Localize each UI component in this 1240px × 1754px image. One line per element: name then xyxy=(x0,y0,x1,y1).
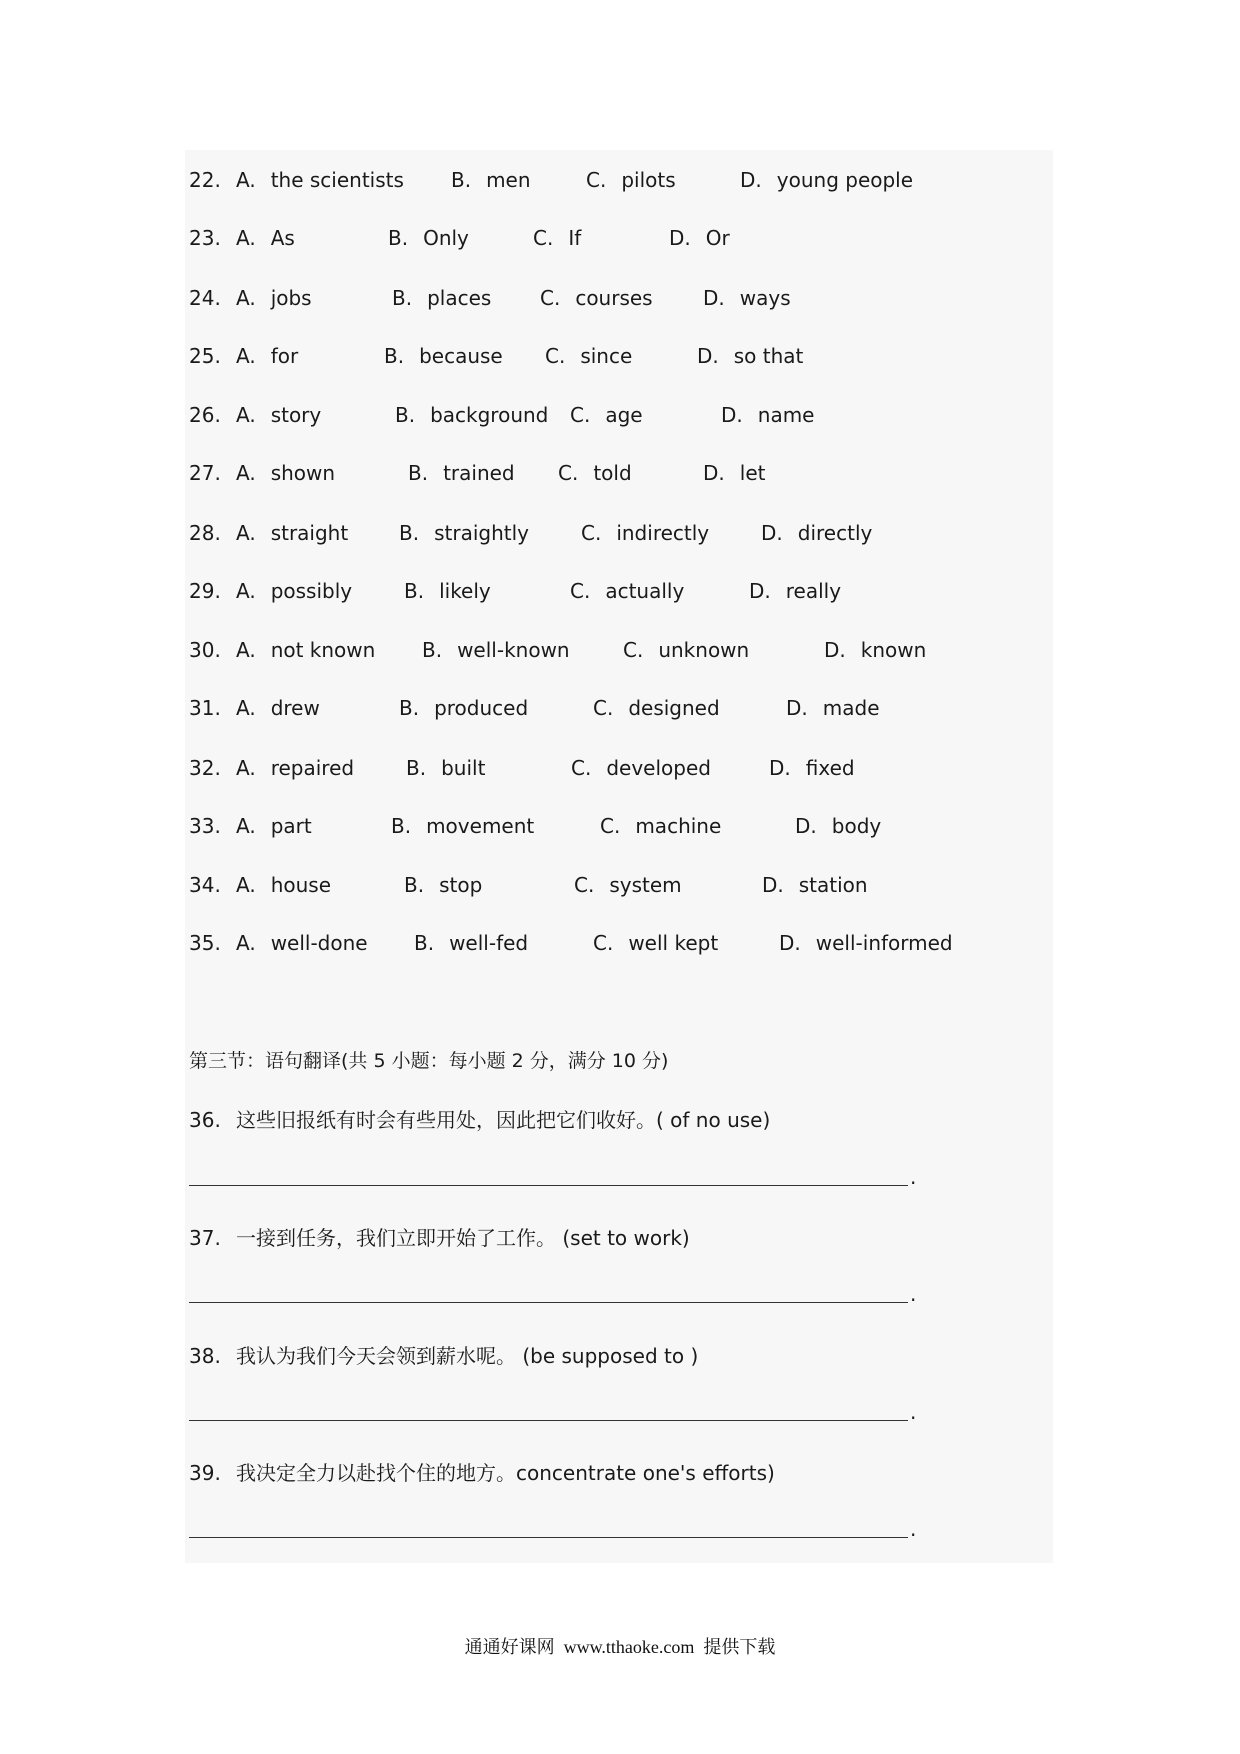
option-label: C. xyxy=(545,344,566,368)
option-label: A. xyxy=(236,814,256,838)
option-label: A. xyxy=(236,873,256,897)
translation-item xyxy=(0,1106,1240,1134)
option-text: well kept xyxy=(628,931,719,955)
option-b xyxy=(451,166,531,194)
question-row xyxy=(0,636,1240,664)
option-d xyxy=(795,812,881,840)
option-text: well-known xyxy=(457,638,570,662)
option-label: D. xyxy=(762,873,784,897)
option-c xyxy=(586,166,676,194)
option-text: developed xyxy=(606,756,711,780)
option-label: B. xyxy=(408,461,429,485)
option-label: C. xyxy=(570,579,591,603)
option-label: D. xyxy=(703,286,725,310)
option-d xyxy=(703,284,791,312)
answer-line-end: . xyxy=(910,1517,917,1541)
option-b xyxy=(399,694,528,722)
item-prompt: 这些旧报纸有时会有些用处，因此把它们收好。( of no use) xyxy=(236,1108,771,1132)
option-text: background xyxy=(430,403,549,427)
option-label: B. xyxy=(388,226,409,250)
question-row xyxy=(0,519,1240,547)
option-label: D. xyxy=(769,756,791,780)
option-a xyxy=(236,166,404,194)
option-c xyxy=(533,224,581,252)
option-text: built xyxy=(441,756,486,780)
option-text: ways xyxy=(739,286,791,310)
question-number: 27. xyxy=(189,461,221,485)
option-label: B. xyxy=(399,521,420,545)
option-b xyxy=(406,754,485,782)
option-text: made xyxy=(822,696,880,720)
option-c xyxy=(581,519,709,547)
item-prompt: 一接到任务，我们立即开始了工作。 (set to work) xyxy=(236,1226,690,1250)
option-text: stop xyxy=(439,873,483,897)
option-d xyxy=(761,519,872,547)
translation-item xyxy=(0,1342,1240,1370)
option-label: B. xyxy=(406,756,427,780)
option-text: age xyxy=(605,403,643,427)
option-text: not known xyxy=(270,638,376,662)
question-row xyxy=(0,284,1240,312)
option-text: likely xyxy=(439,579,491,603)
option-label: C. xyxy=(581,521,602,545)
option-c xyxy=(571,754,711,782)
option-text: trained xyxy=(443,461,515,485)
option-label: A. xyxy=(236,521,256,545)
option-text: produced xyxy=(434,696,529,720)
item-number: 36. xyxy=(189,1108,221,1132)
option-d xyxy=(749,577,841,605)
option-label: D. xyxy=(721,403,743,427)
option-text: known xyxy=(860,638,927,662)
option-label: D. xyxy=(824,638,846,662)
option-d xyxy=(779,929,953,957)
option-a xyxy=(236,929,368,957)
question-row xyxy=(0,224,1240,252)
option-label: A. xyxy=(236,461,256,485)
option-b xyxy=(391,812,534,840)
option-b xyxy=(399,519,529,547)
question-row xyxy=(0,577,1240,605)
option-text: name xyxy=(757,403,815,427)
option-c xyxy=(540,284,653,312)
answer-line-end: . xyxy=(910,1282,917,1306)
option-text: really xyxy=(785,579,842,603)
option-text: movement xyxy=(426,814,535,838)
option-text: story xyxy=(270,403,322,427)
option-text: places xyxy=(427,286,492,310)
option-b xyxy=(404,871,482,899)
option-text: machine xyxy=(635,814,722,838)
option-a xyxy=(236,754,354,782)
option-c xyxy=(623,636,749,664)
option-label: D. xyxy=(740,168,762,192)
option-a xyxy=(236,694,320,722)
option-d xyxy=(769,754,855,782)
option-text: house xyxy=(270,873,331,897)
question-number: 25. xyxy=(189,344,221,368)
option-b xyxy=(414,929,528,957)
option-label: A. xyxy=(236,638,256,662)
option-a xyxy=(236,284,312,312)
option-label: A. xyxy=(236,756,256,780)
question-number: 31. xyxy=(189,696,221,720)
option-d xyxy=(740,166,913,194)
option-b xyxy=(388,224,469,252)
option-label: C. xyxy=(540,286,561,310)
option-label: C. xyxy=(600,814,621,838)
option-label: D. xyxy=(703,461,725,485)
option-label: C. xyxy=(574,873,595,897)
option-text: directly xyxy=(797,521,873,545)
option-c xyxy=(600,812,721,840)
option-text: the scientists xyxy=(270,168,404,192)
option-text: jobs xyxy=(270,286,312,310)
option-a xyxy=(236,342,298,370)
option-b xyxy=(384,342,503,370)
option-label: B. xyxy=(384,344,405,368)
question-number: 35. xyxy=(189,931,221,955)
option-text: well-informed xyxy=(815,931,953,955)
option-c xyxy=(593,929,718,957)
option-label: C. xyxy=(570,403,591,427)
option-label: B. xyxy=(391,814,412,838)
option-label: A. xyxy=(236,403,256,427)
translation-item xyxy=(0,1224,1240,1252)
option-b xyxy=(392,284,491,312)
option-text: so that xyxy=(733,344,804,368)
option-b xyxy=(404,577,491,605)
option-label: C. xyxy=(593,696,614,720)
question-number: 33. xyxy=(189,814,221,838)
option-text: well-done xyxy=(270,931,368,955)
option-c xyxy=(558,459,632,487)
question-number: 34. xyxy=(189,873,221,897)
option-text: part xyxy=(270,814,312,838)
option-a xyxy=(236,812,312,840)
option-label: A. xyxy=(236,168,256,192)
option-label: D. xyxy=(669,226,691,250)
option-c xyxy=(574,871,682,899)
item-number: 37. xyxy=(189,1226,221,1250)
option-text: let xyxy=(739,461,766,485)
option-text: fixed xyxy=(805,756,855,780)
option-label: B. xyxy=(451,168,472,192)
option-text: young people xyxy=(776,168,914,192)
option-label: D. xyxy=(795,814,817,838)
question-number: 24. xyxy=(189,286,221,310)
item-number: 38. xyxy=(189,1344,221,1368)
option-label: B. xyxy=(399,696,420,720)
option-c xyxy=(545,342,632,370)
option-d xyxy=(669,224,730,252)
question-row xyxy=(0,871,1240,899)
option-a xyxy=(236,577,352,605)
option-text: courses xyxy=(575,286,653,310)
question-row xyxy=(0,812,1240,840)
option-text: As xyxy=(270,226,295,250)
option-text: system xyxy=(609,873,682,897)
option-d xyxy=(703,459,765,487)
option-text: well-fed xyxy=(449,931,529,955)
question-number: 32. xyxy=(189,756,221,780)
option-text: straightly xyxy=(434,521,529,545)
option-text: Only xyxy=(423,226,469,250)
translation-item xyxy=(0,1459,1240,1487)
option-label: C. xyxy=(533,226,554,250)
option-label: B. xyxy=(414,931,435,955)
option-label: D. xyxy=(761,521,783,545)
option-label: C. xyxy=(571,756,592,780)
option-text: designed xyxy=(628,696,720,720)
option-c xyxy=(593,694,720,722)
item-prompt: 我决定全力以赴找个住的地方。concentrate one's efforts) xyxy=(236,1461,775,1485)
question-row xyxy=(0,459,1240,487)
option-label: C. xyxy=(586,168,607,192)
option-d xyxy=(697,342,803,370)
question-row xyxy=(0,694,1240,722)
item-prompt: 我认为我们今天会领到薪水呢。 (be supposed to ) xyxy=(236,1344,699,1368)
option-text: Or xyxy=(705,226,730,250)
section-heading: 第三节：语句翻译(共 5 小题：每小题 2 分，满分 10 分) xyxy=(189,1050,669,1072)
option-text: drew xyxy=(270,696,320,720)
item-number: 39. xyxy=(189,1461,221,1485)
answer-line-end: . xyxy=(910,1400,917,1424)
option-text: unknown xyxy=(658,638,750,662)
option-d xyxy=(786,694,880,722)
option-text: men xyxy=(486,168,531,192)
option-label: B. xyxy=(422,638,443,662)
option-c xyxy=(570,401,643,429)
option-text: told xyxy=(593,461,632,485)
answer-line xyxy=(189,1398,908,1421)
option-c xyxy=(570,577,684,605)
option-b xyxy=(395,401,548,429)
answer-line-end: . xyxy=(910,1165,917,1189)
option-label: D. xyxy=(697,344,719,368)
question-row xyxy=(0,342,1240,370)
option-text: actually xyxy=(605,579,685,603)
option-a xyxy=(236,519,348,547)
question-row xyxy=(0,754,1240,782)
option-label: C. xyxy=(558,461,579,485)
option-d xyxy=(762,871,868,899)
option-text: body xyxy=(831,814,882,838)
option-text: possibly xyxy=(270,579,353,603)
option-d xyxy=(721,401,814,429)
option-label: A. xyxy=(236,696,256,720)
option-label: A. xyxy=(236,226,256,250)
option-text: repaired xyxy=(270,756,355,780)
question-number: 28. xyxy=(189,521,221,545)
option-label: A. xyxy=(236,344,256,368)
option-text: because xyxy=(419,344,503,368)
option-text: shown xyxy=(270,461,336,485)
option-text: straight xyxy=(270,521,349,545)
option-a xyxy=(236,871,331,899)
question-number: 29. xyxy=(189,579,221,603)
question-number: 30. xyxy=(189,638,221,662)
option-text: for xyxy=(270,344,299,368)
question-number: 26. xyxy=(189,403,221,427)
option-label: A. xyxy=(236,286,256,310)
option-label: D. xyxy=(779,931,801,955)
question-row xyxy=(0,401,1240,429)
question-number: 22. xyxy=(189,168,221,192)
question-number: 23. xyxy=(189,226,221,250)
option-label: B. xyxy=(395,403,416,427)
option-label: C. xyxy=(623,638,644,662)
answer-line xyxy=(189,1163,908,1186)
option-b xyxy=(422,636,570,664)
page-footer: 通通好课网 www.tthaoke.com 提供下载 xyxy=(464,1637,776,1657)
option-label: A. xyxy=(236,931,256,955)
option-text: pilots xyxy=(621,168,676,192)
option-label: D. xyxy=(786,696,808,720)
option-label: A. xyxy=(236,579,256,603)
option-text: since xyxy=(580,344,633,368)
option-b xyxy=(408,459,515,487)
answer-line xyxy=(189,1515,908,1538)
question-row xyxy=(0,166,1240,194)
option-a xyxy=(236,401,321,429)
option-label: D. xyxy=(749,579,771,603)
option-label: B. xyxy=(404,873,425,897)
option-text: If xyxy=(568,226,582,250)
question-row xyxy=(0,929,1240,957)
option-text: indirectly xyxy=(616,521,710,545)
option-text: station xyxy=(798,873,868,897)
option-label: B. xyxy=(404,579,425,603)
option-a xyxy=(236,459,335,487)
option-a xyxy=(236,636,375,664)
option-label: B. xyxy=(392,286,413,310)
option-label: C. xyxy=(593,931,614,955)
option-d xyxy=(824,636,926,664)
answer-line xyxy=(189,1280,908,1303)
option-a xyxy=(236,224,295,252)
